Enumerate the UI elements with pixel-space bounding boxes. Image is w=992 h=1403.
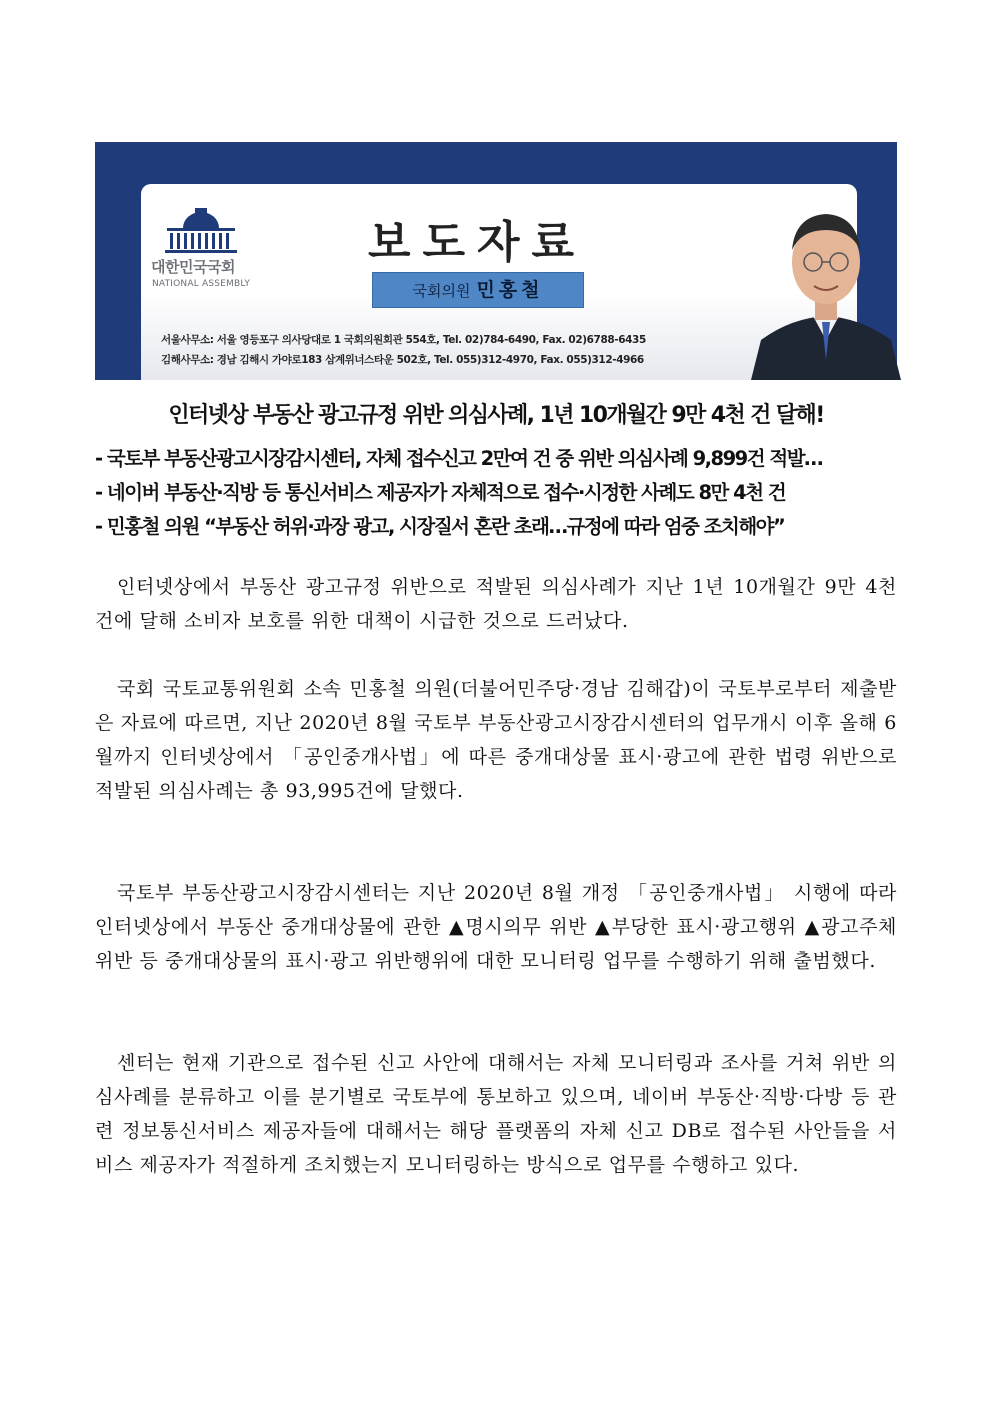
body-paragraph-1: 인터넷상에서 부동산 광고규정 위반으로 적발된 의심사례가 지난 1년 10개월간 9만 4천 건에 달해 소비자 보호를 위한 대책이 시급한 것으로 드러났다.	[95, 576, 897, 632]
gimhae-office-address: 김해사무소: 경남 김해시 가야로183 삼계위너스타운 502호, Tel. 055)312-4970, Fax. 055)312-4966	[161, 354, 644, 366]
seoul-office-address: 서울사무소: 서울 영등포구 의사당대로 1 국회의원회관 554호, Tel. 02)784-6490, Fax. 02)6788-6435	[161, 334, 646, 346]
body-paragraph-4: 센터는 현재 기관으로 접수된 신고 사안에 대해서는 자체 모니터링과 조사를 거쳐 위반 의심사례를 분류하고 이를 분기별로 국토부에 통보하고 있으며, 네이버 부동산·직방·다방 등 관련 정보통신서비스 제공자들에 대해서는 해당 플랫폼의 자체 신고 DB로 접수된 사안들을 서비스 제공자가 적절하게 조치했는지 모니터링하는 방식으로 업무를 수행하고 있다.	[95, 1052, 897, 1176]
member-portrait	[751, 190, 901, 380]
national-assembly-logo	[161, 206, 271, 256]
press-release-banner	[95, 142, 897, 380]
body-paragraph-3: 국토부 부동산광고시장감시센터는 지난 2020년 8월 개정 「공인중개사법」 시행에 따라 인터넷상에서 부동산 중개대상물에 관한 ▲명시의무 위반 ▲부당한 표시·광고행위 ▲광고주체 위반 등 중개대상물의 표시·광고 위반행위에 대한 모니터링 업무를 수행하기 위해 출범했다.	[95, 882, 897, 972]
member-name: 민홍철	[476, 279, 544, 301]
banner-panel	[141, 184, 857, 380]
member-prefix: 국회의원	[412, 282, 471, 300]
logo-korean-text: 대한민국국회	[151, 258, 235, 276]
portrait-image	[751, 190, 901, 380]
press-release-title: 보도자료	[368, 217, 587, 268]
logo-english-text: NATIONAL ASSEMBLY	[152, 279, 251, 289]
assembly-building-icon	[161, 206, 241, 256]
member-name-box	[372, 272, 584, 308]
body-paragraph-2: 국회 국토교통위원회 소속 민홍철 의원(더불어민주당·경남 김해갑)이 국토부로부터 제출받은 자료에 따르면, 지난 2020년 8월 국토부 부동산광고시장감시센터의 업무개시 이후 올해 6월까지 인터넷상에서 「공인중개사법」에 따른 중개대상물 표시·광고에 관한 법령 위반으로 적발된 의심사례는 총 93,995건에 달했다.	[95, 678, 897, 802]
subheadline-2: - 네이버 부동산·직방 등 통신서비스 제공자가 자체적으로 접수·시정한 사례도 8만 4천 건	[95, 481, 786, 504]
main-headline: 인터넷상 부동산 광고규정 위반 의심사례, 1년 10개월간 9만 4천 건 달해!	[168, 403, 824, 428]
subheadline-1: - 국토부 부동산광고시장감시센터, 자체 접수신고 2만여 건 중 위반 의심사례 9,899건 적발…	[95, 447, 823, 470]
subheadline-3: - 민홍철 의원 “부동산 허위·과장 광고, 시장질서 혼란 초래…규정에 따라 엄중 조치해야”	[95, 515, 785, 538]
